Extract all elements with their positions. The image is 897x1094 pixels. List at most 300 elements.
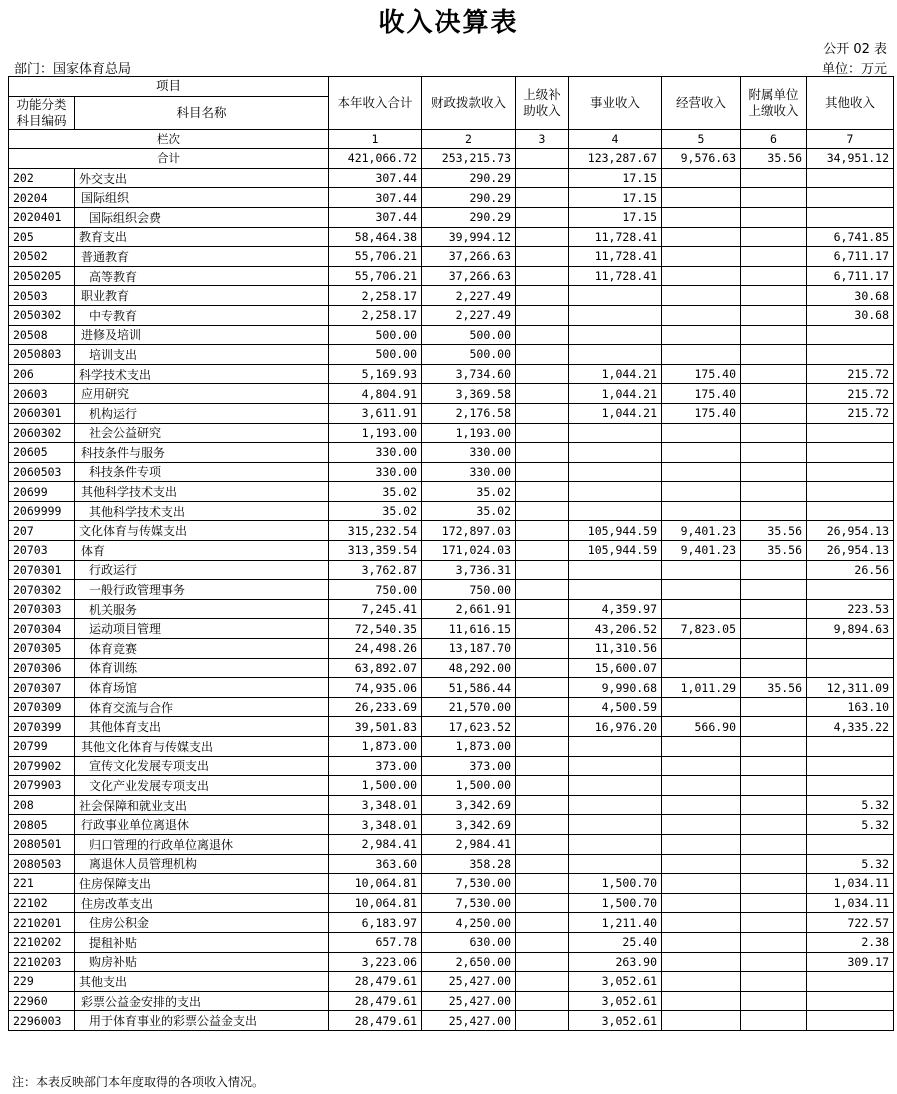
affiliated-value [741,776,807,796]
business-value [569,286,662,306]
affiliated-value [741,1011,807,1031]
subject-name: 进修及培训 [75,325,329,345]
operating-value [662,932,741,952]
business-value: 1,044.21 [569,364,662,384]
total-income-value: 307.44 [329,188,422,208]
superior-subsidy-value [516,619,569,639]
subject-code: 2080503 [9,854,75,874]
business-value [569,305,662,325]
superior-subsidy-value [516,952,569,972]
business-value: 263.90 [569,952,662,972]
other-value [807,443,894,463]
table-row [9,678,894,698]
operating-value [662,776,741,796]
business-value: 43,206.52 [569,619,662,639]
superior-subsidy-value [516,247,569,267]
subject-name: 文化体育与传媒支出 [75,521,329,541]
other-value: 722.57 [807,913,894,933]
fiscal-value: 2,661.91 [422,599,516,619]
subject-code: 205 [9,227,75,247]
operating-value [662,1011,741,1031]
superior-subsidy-value [516,188,569,208]
business-value: 16,976.20 [569,717,662,737]
superior-subsidy-value [516,443,569,463]
header-fiscal: 财政拨款收入 [422,77,516,130]
table-row [9,345,894,365]
superior-subsidy-value [516,658,569,678]
operating-value [662,443,741,463]
table-row [9,972,894,992]
affiliated-value [741,345,807,365]
total-income-value: 1,873.00 [329,737,422,757]
subject-code: 20502 [9,247,75,267]
business-value: 3,052.61 [569,991,662,1011]
fiscal-value: 3,342.69 [422,815,516,835]
superior-subsidy-value [516,168,569,188]
business-value: 105,944.59 [569,521,662,541]
business-value: 3,052.61 [569,1011,662,1031]
superior-subsidy-value [516,384,569,404]
business-value [569,580,662,600]
business-value: 11,728.41 [569,266,662,286]
table-row [9,756,894,776]
fiscal-value: 2,650.00 [422,952,516,972]
affiliated-value [741,854,807,874]
subject-code: 2070303 [9,599,75,619]
affiliated-value [741,560,807,580]
business-value [569,854,662,874]
subject-name: 机构运行 [75,403,329,423]
superior-subsidy-value [516,795,569,815]
subject-name: 住房公积金 [75,913,329,933]
superior-subsidy-value [516,893,569,913]
subject-code: 229 [9,972,75,992]
total-income-value: 2,258.17 [329,286,422,306]
total-income-value: 7,245.41 [329,599,422,619]
total-income-value: 58,464.38 [329,227,422,247]
other-value: 5.32 [807,854,894,874]
subject-code: 2020401 [9,207,75,227]
business-value: 1,044.21 [569,384,662,404]
subject-name: 提租补贴 [75,932,329,952]
fiscal-value: 171,024.03 [422,541,516,561]
form-number: 公开 02 表 [823,42,887,57]
table-row [9,482,894,502]
total-income-value: 3,223.06 [329,952,422,972]
superior-subsidy-value [516,1011,569,1031]
table-row [9,1011,894,1031]
table-row [9,168,894,188]
fiscal-value: 39,994.12 [422,227,516,247]
subject-code: 2070306 [9,658,75,678]
business-value: 17.15 [569,207,662,227]
superior-subsidy-value [516,913,569,933]
total-income-value: 28,479.61 [329,991,422,1011]
table-row [9,658,894,678]
column-number-3: 3 [516,129,569,149]
total-income-value: 3,611.91 [329,403,422,423]
superior-subsidy-value [516,305,569,325]
operating-value [662,227,741,247]
subject-name: 住房保障支出 [75,874,329,894]
fiscal-value: 3,369.58 [422,384,516,404]
table-row [9,227,894,247]
table-row [9,207,894,227]
total-income-value: 1,500.00 [329,776,422,796]
column-number-7: 7 [807,129,894,149]
operating-value [662,482,741,502]
table-row [9,384,894,404]
other-value: 26.56 [807,560,894,580]
operating-value [662,795,741,815]
operating-value [662,247,741,267]
total-income-value: 10,064.81 [329,874,422,894]
other-value [807,207,894,227]
total-income-value: 35.02 [329,501,422,521]
subject-code: 20603 [9,384,75,404]
affiliated-value [741,952,807,972]
operating-value [662,168,741,188]
operating-value [662,952,741,972]
column-number-label: 栏次 [9,129,329,149]
subject-code: 2070302 [9,580,75,600]
table-row [9,639,894,659]
affiliated-value [741,991,807,1011]
total-income-value: 315,232.54 [329,521,422,541]
business-value [569,482,662,502]
superior-subsidy-value [516,756,569,776]
other-value [807,325,894,345]
subject-name: 普通教育 [75,247,329,267]
other-value [807,501,894,521]
header-affiliated: 附属单位上缴收入 [741,77,807,130]
operating-value [662,697,741,717]
column-number-2: 2 [422,129,516,149]
affiliated-value [741,364,807,384]
subject-name: 体育 [75,541,329,561]
other-value: 30.68 [807,286,894,306]
operating-value [662,991,741,1011]
affiliated-value [741,834,807,854]
fiscal-value: 172,897.03 [422,521,516,541]
total-c7: 34,951.12 [807,149,894,169]
fiscal-value: 750.00 [422,580,516,600]
subject-name: 宣传文化发展专项支出 [75,756,329,776]
subject-name: 其他文化体育与传媒支出 [75,737,329,757]
other-value: 215.72 [807,364,894,384]
total-income-value: 5,169.93 [329,364,422,384]
other-value [807,1011,894,1031]
total-income-value: 2,258.17 [329,305,422,325]
total-c2: 253,215.73 [422,149,516,169]
subject-code: 2070399 [9,717,75,737]
total-income-value: 657.78 [329,932,422,952]
total-income-value: 500.00 [329,345,422,365]
other-value: 215.72 [807,384,894,404]
total-income-value: 28,479.61 [329,972,422,992]
subject-name: 机关服务 [75,599,329,619]
subject-code: 20703 [9,541,75,561]
other-value: 163.10 [807,697,894,717]
operating-value [662,599,741,619]
superior-subsidy-value [516,325,569,345]
subject-name: 应用研究 [75,384,329,404]
header-superior-subsidy: 上级补助收入 [516,77,569,130]
total-income-value: 74,935.06 [329,678,422,698]
header-other: 其他收入 [807,77,894,130]
other-value: 6,711.17 [807,247,894,267]
operating-value [662,423,741,443]
business-value [569,776,662,796]
subject-code: 2210202 [9,932,75,952]
column-number-row [9,129,894,149]
fiscal-value: 2,176.58 [422,403,516,423]
fiscal-value: 290.29 [422,168,516,188]
fiscal-value: 2,227.49 [422,305,516,325]
subject-name: 住房改革支出 [75,893,329,913]
table-row [9,737,894,757]
operating-value [662,874,741,894]
table-row [9,599,894,619]
business-value [569,737,662,757]
total-income-value: 1,193.00 [329,423,422,443]
subject-name: 科学技术支出 [75,364,329,384]
table-row [9,403,894,423]
other-value: 1,034.11 [807,893,894,913]
affiliated-value [741,482,807,502]
operating-value [662,834,741,854]
other-value: 26,954.13 [807,521,894,541]
business-value: 3,052.61 [569,972,662,992]
table-row [9,521,894,541]
total-income-value: 4,804.91 [329,384,422,404]
subject-name: 培训支出 [75,345,329,365]
affiliated-value [741,188,807,208]
affiliated-value [741,717,807,737]
fiscal-value: 3,734.60 [422,364,516,384]
column-number-6: 6 [741,129,807,149]
subject-name: 其他科学技术支出 [75,501,329,521]
affiliated-value [741,737,807,757]
total-income-value: 28,479.61 [329,1011,422,1031]
table-row [9,893,894,913]
subject-name: 用于体育事业的彩票公益金支出 [75,1011,329,1031]
business-value [569,815,662,835]
table-row [9,854,894,874]
subject-name: 社会公益研究 [75,423,329,443]
affiliated-value [741,443,807,463]
subject-name: 高等教育 [75,266,329,286]
operating-value [662,188,741,208]
subject-name: 购房补贴 [75,952,329,972]
subject-code: 2070309 [9,697,75,717]
other-value: 9,894.63 [807,619,894,639]
business-value: 1,044.21 [569,403,662,423]
business-value: 15,600.07 [569,658,662,678]
fiscal-value: 290.29 [422,207,516,227]
operating-value: 175.40 [662,364,741,384]
affiliated-value [741,893,807,913]
subject-code: 2079902 [9,756,75,776]
affiliated-value [741,325,807,345]
subject-code: 2060302 [9,423,75,443]
total-income-value: 500.00 [329,325,422,345]
operating-value [662,207,741,227]
fiscal-value: 630.00 [422,932,516,952]
column-number-1: 1 [329,129,422,149]
table-row [9,932,894,952]
business-value: 17.15 [569,168,662,188]
superior-subsidy-value [516,678,569,698]
operating-value [662,462,741,482]
subject-code: 20805 [9,815,75,835]
subject-name: 社会保障和就业支出 [75,795,329,815]
other-value [807,658,894,678]
fiscal-value: 1,500.00 [422,776,516,796]
table-row [9,991,894,1011]
superior-subsidy-value [516,364,569,384]
operating-value [662,305,741,325]
fiscal-value: 1,873.00 [422,737,516,757]
affiliated-value: 35.56 [741,678,807,698]
subject-name: 行政运行 [75,560,329,580]
other-value: 215.72 [807,403,894,423]
other-value [807,991,894,1011]
fiscal-value: 3,736.31 [422,560,516,580]
subject-code: 2070305 [9,639,75,659]
other-value: 223.53 [807,599,894,619]
business-value: 4,359.97 [569,599,662,619]
superior-subsidy-value [516,874,569,894]
total-row [9,149,894,169]
table-row [9,325,894,345]
total-income-value: 307.44 [329,207,422,227]
subject-code: 206 [9,364,75,384]
subject-name: 中专教育 [75,305,329,325]
subject-code: 207 [9,521,75,541]
superior-subsidy-value [516,580,569,600]
fiscal-value: 25,427.00 [422,972,516,992]
subject-code: 202 [9,168,75,188]
business-value: 11,728.41 [569,247,662,267]
total-income-value: 24,498.26 [329,639,422,659]
superior-subsidy-value [516,854,569,874]
superior-subsidy-value [516,972,569,992]
other-value: 26,954.13 [807,541,894,561]
superior-subsidy-value [516,227,569,247]
subject-code: 2210203 [9,952,75,972]
fiscal-value: 35.02 [422,482,516,502]
table-row [9,247,894,267]
affiliated-value [741,932,807,952]
total-income-value: 3,762.87 [329,560,422,580]
total-c3 [516,149,569,169]
fiscal-value: 51,586.44 [422,678,516,698]
fiscal-value: 373.00 [422,756,516,776]
table-row [9,619,894,639]
operating-value: 175.40 [662,384,741,404]
subject-name: 运动项目管理 [75,619,329,639]
business-value [569,462,662,482]
fiscal-value: 1,193.00 [422,423,516,443]
total-income-value: 750.00 [329,580,422,600]
table-row [9,697,894,717]
subject-name: 归口管理的行政单位离退休 [75,834,329,854]
total-income-value: 55,706.21 [329,266,422,286]
subject-code: 2050205 [9,266,75,286]
operating-value [662,560,741,580]
superior-subsidy-value [516,541,569,561]
operating-value [662,893,741,913]
table-row [9,188,894,208]
subject-code: 2070301 [9,560,75,580]
subject-code: 2210201 [9,913,75,933]
operating-value: 1,011.29 [662,678,741,698]
subject-name: 离退休人员管理机构 [75,854,329,874]
subject-name: 其他体育支出 [75,717,329,737]
affiliated-value: 35.56 [741,541,807,561]
subject-code: 2060503 [9,462,75,482]
affiliated-value [741,227,807,247]
income-table [8,76,894,1031]
affiliated-value [741,795,807,815]
operating-value [662,854,741,874]
business-value: 1,500.70 [569,874,662,894]
fiscal-value: 35.02 [422,501,516,521]
other-value [807,580,894,600]
fiscal-value: 2,984.41 [422,834,516,854]
subject-name: 教育支出 [75,227,329,247]
fiscal-value: 7,530.00 [422,893,516,913]
total-c5: 9,576.63 [662,149,741,169]
superior-subsidy-value [516,717,569,737]
affiliated-value [741,599,807,619]
operating-value: 9,401.23 [662,541,741,561]
affiliated-value [741,874,807,894]
superior-subsidy-value [516,423,569,443]
table-row [9,501,894,521]
fiscal-value: 330.00 [422,443,516,463]
total-income-value: 3,348.01 [329,815,422,835]
other-value [807,482,894,502]
table-row [9,874,894,894]
affiliated-value [741,384,807,404]
subject-name: 其他支出 [75,972,329,992]
fiscal-value: 330.00 [422,462,516,482]
table-row [9,286,894,306]
superior-subsidy-value [516,521,569,541]
superior-subsidy-value [516,639,569,659]
fiscal-value: 21,570.00 [422,697,516,717]
other-value: 12,311.09 [807,678,894,698]
affiliated-value [741,619,807,639]
subject-code: 2070307 [9,678,75,698]
other-value [807,462,894,482]
other-value [807,345,894,365]
other-value [807,188,894,208]
subject-name: 国际组织会费 [75,207,329,227]
subject-code: 20503 [9,286,75,306]
subject-code: 2069999 [9,501,75,521]
total-income-value: 26,233.69 [329,697,422,717]
affiliated-value: 35.56 [741,521,807,541]
operating-value [662,972,741,992]
superior-subsidy-value [516,482,569,502]
header-total-income: 本年收入合计 [329,77,422,130]
other-value [807,423,894,443]
business-value: 9,990.68 [569,678,662,698]
total-c6: 35.56 [741,149,807,169]
